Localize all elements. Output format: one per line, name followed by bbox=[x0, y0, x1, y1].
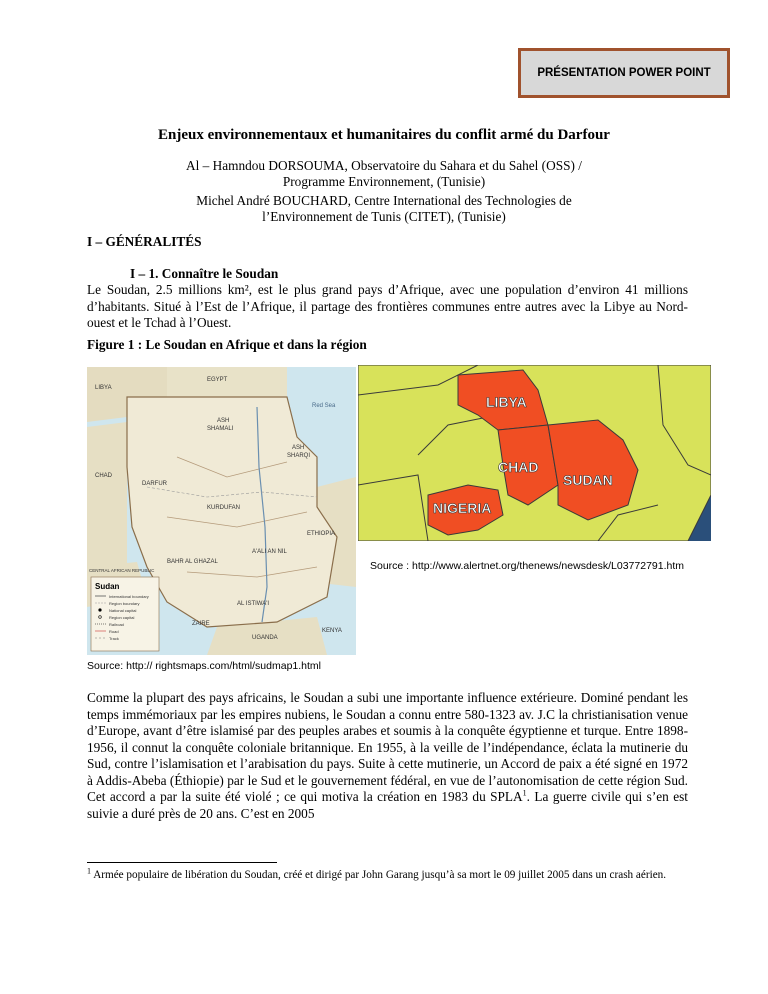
label-chad-highlight: CHAD bbox=[498, 459, 539, 475]
legend-item: Road bbox=[109, 629, 119, 634]
map-legend bbox=[91, 577, 159, 651]
label-chad: CHAD bbox=[95, 473, 113, 479]
figure-title: Figure 1 : Le Soudan en Afrique et dans la région bbox=[87, 337, 367, 352]
legend-item: International boundary bbox=[109, 594, 149, 599]
sudan-political-map bbox=[87, 367, 356, 655]
label-libya-highlight: LIBYA bbox=[486, 394, 527, 410]
document-title: Enjeux environnementaux et humanitaires du conflit armé du Darfour bbox=[158, 127, 610, 143]
label-bahr-al-ghazal: BAHR AL GHAZAL bbox=[167, 559, 218, 565]
label-uganda: UGANDA bbox=[252, 635, 278, 641]
legend-symbol bbox=[98, 608, 101, 611]
label-car: CENTRAL AFRICAN REPUBLIC bbox=[89, 568, 155, 573]
label-darfur: DARFUR bbox=[142, 481, 167, 487]
label-nigeria-highlight: NIGERIA bbox=[433, 500, 492, 516]
legend-item: Railroad bbox=[109, 622, 124, 627]
legend-item: Region boundary bbox=[109, 601, 140, 606]
label-ethiopia: ETHIOPIA bbox=[307, 531, 336, 537]
footnote-number: 1 bbox=[87, 866, 91, 876]
label-sharqi: SHARQI bbox=[287, 453, 311, 459]
section-heading: I – GÉNÉRALITÉS bbox=[87, 234, 202, 249]
label-libya: LIBYA bbox=[95, 385, 112, 391]
presentation-badge bbox=[518, 48, 730, 98]
author-1-line-2: Programme Environnement, (Tunisie) bbox=[282, 174, 486, 189]
chad-area bbox=[87, 422, 127, 577]
label-zaire: ZAIRE bbox=[192, 621, 210, 627]
region-highlight-map bbox=[358, 365, 711, 541]
label-kenya: KENYA bbox=[322, 628, 342, 634]
label-shamali: SHAMALI bbox=[207, 426, 234, 432]
author-2-line-1: Michel André BOUCHARD, Centre International des Technologies de bbox=[196, 193, 572, 208]
history-text: Comme la plupart des pays africains, le Soudan a subi une importante influence extérieure. Dominé pendant les temps immémoriaux par les empires nubiens, le Soudan a connu entre 580-1323 av. J.C la christianisation venue d’Europe, avant d’être islamisé par des peuples arabes et soumis à la conquête égyptienne et turque. Entre 1898-1956, il connut la conquête coloniale britannique. En 1955, à la veille de l’indépendance, éclata la mutinerie du Sud, contre l’islamisation et l’arabisation du pays. Suite à cette mutinerie, un Accord de paix a été signé en 1972 à Addis-Abeba (Éthiopie) par le Sud et le gouvernement fédéral, en vue de l’autonomisation de cette région Sud. Cet accord a par la suite été violé ; ce qui motiva la création en 1983 du SPLA bbox=[87, 690, 688, 804]
label-al-istiwai: AL ISTIWA'I bbox=[237, 601, 270, 607]
label-red-sea: Red Sea bbox=[312, 403, 336, 409]
label-ash: ASH bbox=[217, 418, 230, 424]
legend-item: Region capital bbox=[109, 615, 135, 620]
intro-paragraph: Le Soudan, 2.5 millions km², est le plus grand pays d’Afrique, avec une population d’environ 41 millions d’habitants. Situé à l’Est de l’Afrique, il partage des frontières communes entre autres avec la Libye au Nord-ouest et le Tchad à l’Ouest. bbox=[87, 282, 688, 330]
label-kordofan: KURDUFAN bbox=[207, 505, 241, 511]
label-sudan-highlight: SUDAN bbox=[563, 472, 613, 488]
footnote bbox=[87, 868, 687, 882]
legend-item: National capital bbox=[109, 608, 137, 613]
author-1-line-1: Al – Hamndou DORSOUMA, Observatoire du Sahara et du Sahel (OSS) / bbox=[186, 158, 582, 173]
author-2-line-2: l’Environnement de Tunis (CITET), (Tunisie) bbox=[262, 209, 506, 224]
author-2 bbox=[0, 193, 768, 225]
source-right: Source : http://www.alertnet.org/thenews/newsdesk/L03772791.htm bbox=[370, 560, 685, 572]
subsection-heading: I – 1. Connaître le Soudan bbox=[130, 266, 279, 281]
footnote-ref: 1 bbox=[522, 788, 527, 798]
history-text-tail: . La guerre civile qui s’en est suivie a duré près de 20 ans. C’est en 2005 bbox=[87, 789, 689, 821]
legend-title: Sudan bbox=[95, 582, 120, 591]
legend-item: Track bbox=[109, 636, 119, 641]
label-ash-2: ASH bbox=[292, 445, 305, 451]
badge-label: PRÉSENTATION POWER POINT bbox=[537, 67, 711, 79]
footnote-text: Armée populaire de libération du Soudan, créé et dirigé par John Garang jusqu’à sa mort le 09 juillet 2005 dans un crash aérien. bbox=[93, 869, 667, 881]
label-egypt: EGYPT bbox=[207, 377, 228, 383]
footnote-separator bbox=[87, 862, 277, 863]
label-aali-an-nil: A'ALI AN NIL bbox=[252, 549, 287, 555]
source-left: Source: http:// rightsmaps.com/html/sudmap1.html bbox=[87, 660, 322, 672]
history-paragraph bbox=[87, 690, 688, 822]
author-1 bbox=[0, 158, 768, 190]
